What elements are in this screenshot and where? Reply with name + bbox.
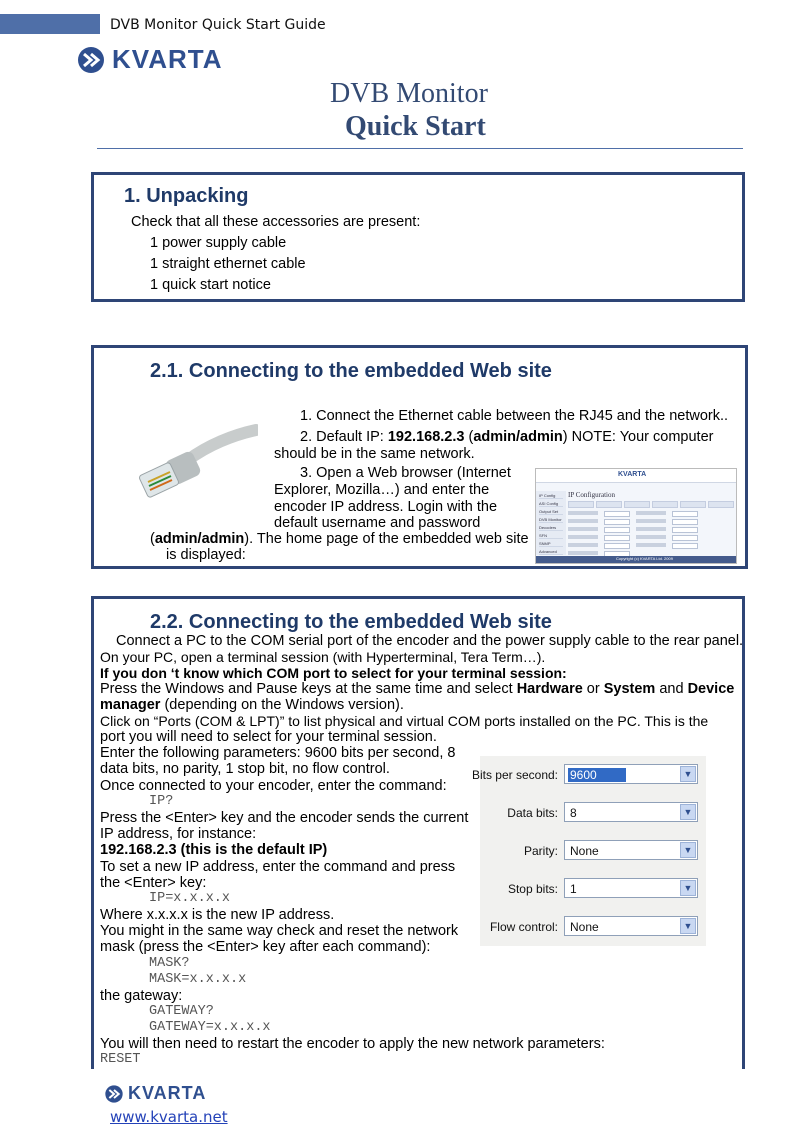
parity-row (480, 840, 706, 862)
screenshot-header (536, 469, 736, 483)
nav-item: SNMP (539, 541, 563, 547)
serial-intro: Connect a PC to the COM serial port of the encoder and the power supply cable to the rear panel. (116, 633, 744, 649)
text: or (582, 681, 604, 697)
text-bold: Device (687, 681, 735, 697)
bits-per-second-select[interactable] (564, 764, 698, 784)
stop-bits-select[interactable] (564, 878, 698, 898)
ethernet-cable-image (138, 420, 258, 510)
brand-name: KVARTA (112, 44, 223, 74)
step-default-ip-cont: should be in the same network. (274, 446, 475, 462)
flow-control-select[interactable] (564, 916, 698, 936)
screenshot-tabs (568, 501, 734, 508)
web-ui-screenshot (535, 468, 737, 564)
step-browser: 3. Open a Web browser (Internet (300, 465, 511, 481)
screenshot-copyright: Copyright (c) KVARTA Ltd. 2009 (616, 556, 673, 561)
nav-item: Output Set (539, 509, 563, 515)
parity-label: Parity: (523, 844, 558, 858)
bits-per-second-row (471, 764, 706, 786)
screenshot-brand: KVARTA (618, 471, 647, 478)
command-mask-query: MASK? (149, 956, 190, 971)
screenshot-nav (536, 491, 566, 555)
command-reset: RESET (100, 1052, 141, 1067)
ports-instruction-cont: port you will need to select for your terminal session. (100, 729, 437, 745)
command-ip-query: IP? (149, 794, 174, 809)
page-subtitle: Quick Start (345, 111, 486, 142)
screenshot-main (568, 491, 734, 555)
mask-text-cont: mask (press the <Enter> key after each command): (100, 939, 431, 955)
kvarta-emblem-icon (76, 45, 106, 75)
section-heading: 2.2. Connecting to the embedded Web site (150, 611, 552, 633)
command-gateway-query: GATEWAY? (149, 1004, 214, 1019)
data-bits-select[interactable] (564, 802, 698, 822)
chevron-down-icon[interactable]: ▼ (680, 842, 696, 858)
screenshot-form (568, 511, 734, 557)
new-ip-text: Where x.x.x.x is the new IP address. (100, 907, 335, 923)
parameters-text: Enter the following parameters: 9600 bits per second, 8 (100, 745, 456, 761)
list-item: 1 quick start notice (150, 277, 271, 293)
bits-per-second-label: Bits per second: (471, 768, 558, 782)
select-value: 8 (570, 806, 577, 820)
nav-item: SFN (539, 533, 563, 539)
step-text: ( (464, 429, 474, 445)
command-intro: Once connected to your encoder, enter the command: (100, 778, 447, 794)
select-value: None (570, 844, 599, 858)
footer-brand: KVARTA (128, 1083, 207, 1103)
select-value: 1 (570, 882, 577, 896)
com-port-question: If you don ‘t know which COM port to select for your terminal session: (100, 665, 567, 681)
chevron-down-icon[interactable]: ▼ (680, 804, 696, 820)
flow-control-row (480, 916, 706, 938)
list-item: 1 straight ethernet cable (150, 256, 306, 272)
chevron-down-icon[interactable]: ▼ (680, 880, 696, 896)
flow-control-label: Flow control: (489, 920, 558, 934)
enter-key-text: Press the <Enter> key and the encoder sends the current (100, 810, 469, 826)
tab (568, 501, 594, 508)
parity-select[interactable] (564, 840, 698, 860)
nav-item: IP Config (539, 493, 563, 499)
text-bold: Hardware (516, 681, 583, 697)
default-ip: 192.168.2.3 (387, 429, 465, 445)
step-connect: 1. Connect the Ethernet cable between the RJ45 and the network.. (300, 408, 729, 424)
chevron-down-icon[interactable]: ▼ (680, 766, 696, 782)
select-value: None (570, 920, 599, 934)
data-bits-row (480, 802, 706, 824)
restart-text: You will then need to restart the encoder to apply the new network parameters: (100, 1036, 605, 1052)
nav-item: DVB Monitor (539, 517, 562, 522)
default-ip-example: 192.168.2.3 (this is the default IP) (100, 842, 328, 858)
ports-instruction: Click on “Ports (COM & LPT)” to list physical and virtual COM ports installed on the PC. This is the (100, 713, 709, 729)
section-heading: 2.1. Connecting to the embedded Web site (150, 360, 552, 382)
text: Press the Windows and Pause keys at the same time and select (100, 681, 517, 697)
mask-text: You might in the same way check and reset the network (100, 923, 459, 939)
command-ip-set: IP=x.x.x.x (149, 891, 231, 906)
step-default-ip (300, 429, 713, 446)
text-bold: System (603, 681, 656, 697)
step-browser-cont: encoder IP address. Login with the (274, 499, 498, 515)
step-browser-cont (150, 531, 529, 548)
terminal-instruction: On your PC, open a terminal session (with Hyperterminal, Tera Term…). (100, 649, 546, 665)
set-ip-text: To set a new IP address, enter the command and press (100, 859, 456, 875)
tab (624, 501, 650, 508)
text: (depending on the Windows version). (160, 697, 404, 713)
kvarta-logo (76, 44, 222, 75)
stop-bits-row (480, 878, 706, 900)
text-bold: manager (100, 697, 161, 713)
credentials: admin/admin (154, 531, 245, 547)
command-mask-set: MASK=x.x.x.x (149, 972, 247, 987)
serial-settings-panel (471, 756, 706, 946)
nav-item: ASI Config (539, 501, 563, 507)
gateway-text: the gateway: (100, 988, 183, 1004)
section-heading: 1. Unpacking (124, 185, 249, 207)
list-item: 1 power supply cable (150, 235, 287, 251)
title-divider (97, 148, 743, 149)
tab (596, 501, 622, 508)
nav-item: Decoders (539, 525, 563, 531)
enter-key-text-cont: IP address, for instance: (100, 826, 257, 842)
tab (680, 501, 706, 508)
unpacking-intro: Check that all these accessories are present: (131, 214, 421, 230)
credentials: admin/admin (473, 429, 563, 445)
page-title: DVB Monitor (330, 78, 488, 109)
stop-bits-label: Stop bits: (507, 882, 558, 896)
step-text: ( (150, 531, 155, 547)
tab (708, 501, 734, 508)
document-title: DVB Monitor Quick Start Guide (110, 17, 326, 33)
tab (652, 501, 678, 508)
screenshot-title: IP Configuration (568, 491, 615, 499)
step-browser-cont: Explorer, Mozilla…) and enter the (274, 482, 490, 498)
command-gateway-set: GATEWAY=x.x.x.x (149, 1020, 271, 1035)
chevron-down-icon[interactable]: ▼ (680, 918, 696, 934)
step-text: ). The home page of the embedded web site (244, 531, 529, 547)
set-ip-text-cont: the <Enter> key: (100, 875, 207, 891)
screenshot-footer (536, 556, 736, 563)
footer-logo (104, 1083, 206, 1104)
nav-item: Advanced (539, 549, 563, 555)
step-browser-cont: is displayed: (166, 547, 246, 563)
parameters-text-cont: data bits, no parity, 1 stop bit, no flow control. (100, 761, 390, 777)
data-bits-label: Data bits: (507, 806, 558, 820)
step-text: 2. Default IP: (300, 429, 388, 445)
header-bar (0, 14, 100, 34)
select-value: 9600 (568, 768, 626, 782)
website-link[interactable]: www.kvarta.net (110, 1108, 228, 1126)
unpacking-box (91, 172, 745, 302)
step-text: ) NOTE: Your computer (562, 429, 714, 445)
text: and (655, 681, 688, 697)
step-browser-cont: default username and password (274, 515, 481, 531)
kvarta-emblem-icon (104, 1084, 124, 1104)
